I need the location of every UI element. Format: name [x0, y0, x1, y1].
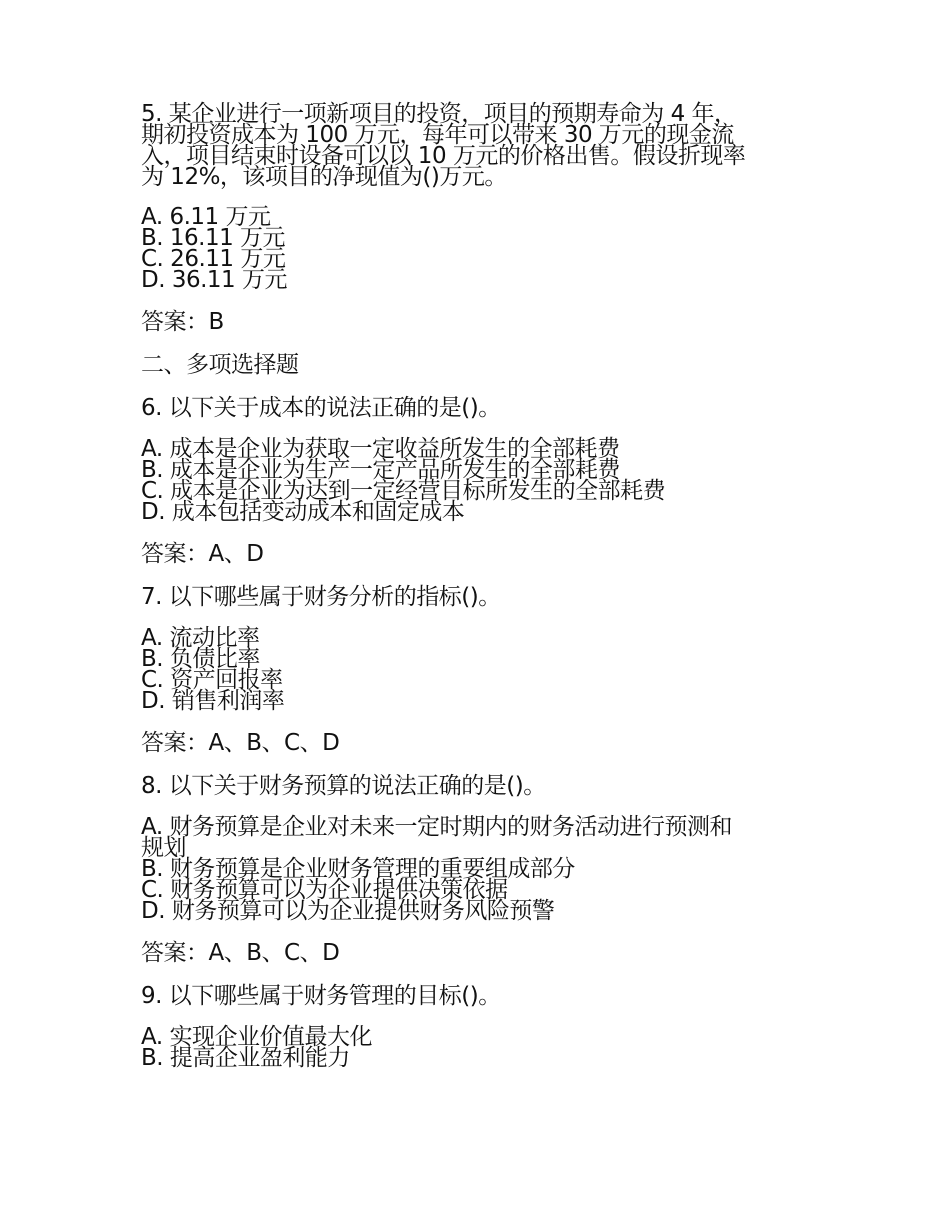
- question-5-options: [141, 204, 950, 293]
- question-7-stem: 7. 以下哪些属于财务分析的指标()。: [141, 584, 501, 610]
- option-c: C. 26.11 万元: [141, 246, 286, 272]
- option-a: A. 实现企业价值最大化: [141, 1024, 372, 1050]
- option-b: B. 财务预算是企业财务管理的重要组成部分: [141, 856, 575, 882]
- question-stem-line: 期初投资成本为 100 万元，每年可以带来 30 万元的现金流: [141, 122, 734, 148]
- option-d: D. 销售利润率: [141, 688, 285, 714]
- option-a-continued: 规划: [141, 835, 186, 861]
- question-6-answer: 答案：A、D: [141, 541, 264, 567]
- option-c: C. 资产回报率: [141, 667, 283, 693]
- question-5-stem: [141, 101, 950, 190]
- question-6-stem: 6. 以下关于成本的说法正确的是()。: [141, 395, 501, 421]
- question-8-options: [141, 814, 950, 924]
- question-8-stem: 8. 以下关于财务预算的说法正确的是()。: [141, 773, 546, 799]
- question-8-answer: 答案：A、B、C、D: [141, 940, 340, 966]
- option-b: B. 提高企业盈利能力: [141, 1045, 350, 1071]
- option-d: D. 36.11 万元: [141, 267, 287, 293]
- question-7-options: [141, 625, 950, 714]
- question-9-options: [141, 1024, 950, 1071]
- option-c: C. 财务预算可以为企业提供决策依据: [141, 877, 508, 903]
- option-b: B. 16.11 万元: [141, 225, 286, 251]
- option-c: C. 成本是企业为达到一定经营目标所发生的全部耗费: [141, 478, 666, 504]
- question-stem-line: 为 12%，该项目的净现值为()万元。: [141, 164, 507, 190]
- option-a: A. 6.11 万元: [141, 204, 271, 230]
- option-d: D. 成本包括变动成本和固定成本: [141, 499, 465, 525]
- question-5-answer: 答案：B: [141, 309, 224, 335]
- section-heading: 二、多项选择题: [141, 352, 299, 378]
- question-stem-line: 5. 某企业进行一项新项目的投资，项目的预期寿命为 4 年，: [141, 101, 737, 127]
- option-a: A. 成本是企业为获取一定收益所发生的全部耗费: [141, 436, 620, 462]
- option-d: D. 财务预算可以为企业提供财务风险预警: [141, 898, 555, 924]
- option-b: B. 负债比率: [141, 646, 260, 672]
- question-9-stem: 9. 以下哪些属于财务管理的目标()。: [141, 983, 501, 1009]
- question-stem-line: 入，项目结束时设备可以以 10 万元的价格出售。假设折现率: [141, 143, 746, 169]
- option-a: A. 财务预算是企业对未来一定时期内的财务活动进行预测和: [141, 814, 732, 840]
- question-7-answer: 答案：A、B、C、D: [141, 730, 340, 756]
- option-b: B. 成本是企业为生产一定产品所发生的全部耗费: [141, 457, 620, 483]
- question-6-options: [141, 436, 950, 525]
- option-a: A. 流动比率: [141, 625, 260, 651]
